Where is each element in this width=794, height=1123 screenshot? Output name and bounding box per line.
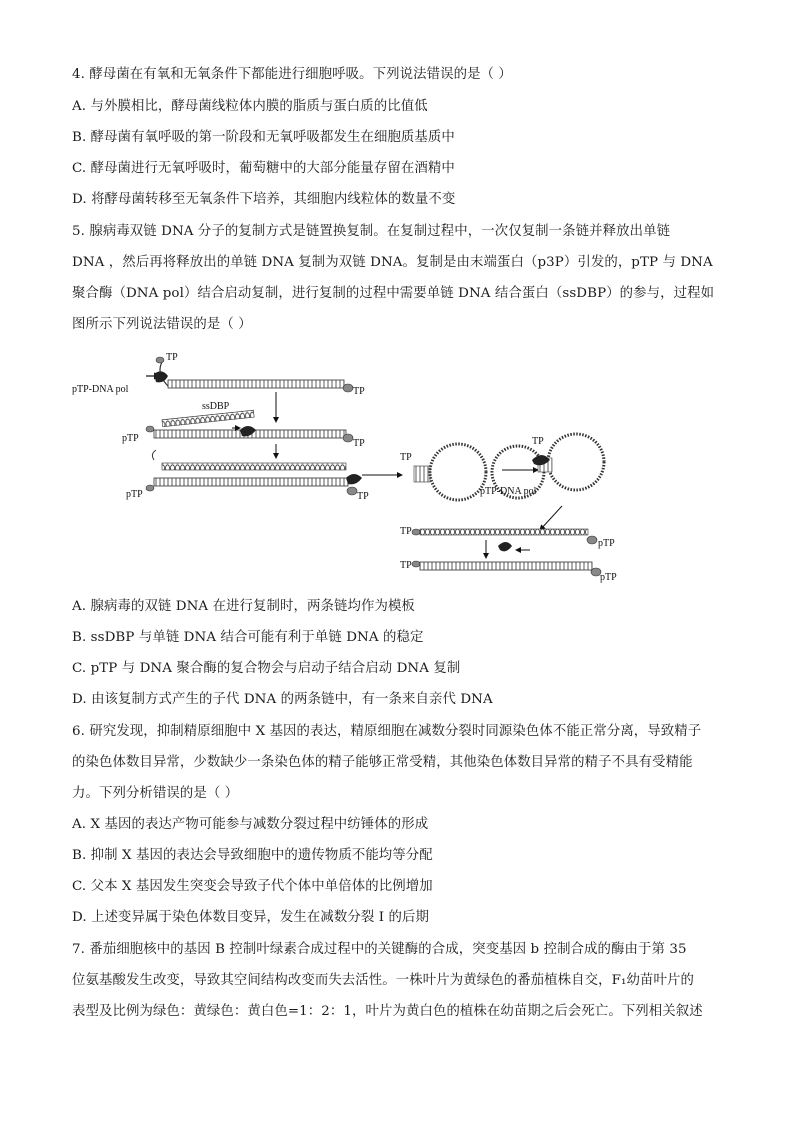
label-tp-right-2: TP (353, 438, 365, 449)
label-tp-right-3: TP (357, 491, 369, 502)
q5-stem-line-4: 图所示下列说法错误的是（ ） (72, 317, 252, 332)
q4-option-d: D. 将酵母菌转移至无氧条件下培养，其细胞内线粒体的数量不变 (72, 192, 456, 207)
q5-option-d: D. 由该复制方式产生的子代 DNA 的两条链中，有一条来自亲代 DNA (72, 692, 493, 707)
label-tp-bottom-1: TP (400, 526, 412, 537)
q7-stem-line-3: 表型及比例为绿色：黄绿色：黄白色=1：2：1，叶片为黄白色的植株在幼苗期之后会死亡。下列相关叙述 (72, 1004, 703, 1019)
label-ptp-bottom-1: pTP (598, 538, 615, 549)
q5-stem-line-2: DNA ，然后再将释放出的单链 DNA 复制为双链 DNA。复制是由末端蛋白（p3P）引发的，pTP 与 DNA (72, 255, 713, 270)
label-tp-top: TP (166, 352, 178, 363)
q6-stem-line-3: 力。下列分析错误的是（ ） (72, 786, 239, 801)
label-ptp-bottom-2: pTP (600, 572, 617, 583)
q4-stem: 4. 酵母菌在有氧和无氧条件下都能进行细胞呼吸。下列说法错误的是（ ） (72, 67, 512, 82)
q5-stem-line-1: 5. 腺病毒双链 DNA 分子的复制方式是链置换复制。在复制过程中，一次仅复制一条链并释放出单链 (72, 224, 671, 239)
label-tp-bottom-2: TP (400, 560, 412, 571)
q6-option-a: A. X 基因的表达产物可能参与减数分裂过程中纺锤体的形成 (72, 817, 429, 832)
row3-dsdna (154, 478, 348, 486)
q5-option-c: C. pTP 与 DNA 聚合酶的复合物会与启动子结合启动 DNA 复制 (72, 661, 461, 676)
q7-stem-line-1: 7. 番茄细胞核中的基因 B 控制叶绿素合成过程中的关键酶的合成，突变基因 b 控制合成的酶由于第 35 (72, 942, 687, 957)
label-ptp-row-2: pTP (122, 433, 139, 444)
label-tp-circle-2: TP (532, 436, 544, 447)
q6-option-c: C. 父本 X 基因发生突变会导致子代个体中单倍体的比例增加 (72, 879, 433, 894)
label-ptp-row-3: pTP (126, 489, 143, 500)
label-ptp-dna-pol-circle: pTP-DNA pol (480, 486, 537, 497)
label-tp-circle: TP (400, 452, 412, 463)
q4-option-a: A. 与外膜相比，酵母菌线粒体内膜的脂质与蛋白质的比值低 (72, 99, 428, 114)
q6-stem-line-1: 6. 研究发现，抑制精原细胞中 X 基因的表达，精原细胞在减数分裂时同源染色体不能正常分离，导致精子 (72, 724, 702, 739)
q5-option-a: A. 腺病毒的双链 DNA 在进行复制时，两条链均作为模板 (72, 599, 415, 614)
q7-stem-line-2: 位氨基酸发生改变，导致其空间结构改变而失去活性。一株叶片为黄绿色的番茄植株自交，F₁幼苗叶片的 (72, 973, 694, 988)
q5-option-b: B. ssDBP 与单链 DNA 结合可能有利于单链 DNA 的稳定 (72, 630, 424, 645)
q6-option-d: D. 上述变异属于染色体数目变异，发生在减数分裂 I 的后期 (72, 910, 429, 925)
label-tp-right-1: TP (353, 386, 365, 397)
q4-option-b: B. 酵母菌有氧呼吸的第一阶段和无氧呼吸都发生在细胞质基质中 (72, 130, 455, 145)
row1-dsdna (168, 380, 344, 388)
label-ptp-dna-pol-left: pTP-DNA pol (72, 384, 129, 395)
q4-option-c: C. 酵母菌进行无氧呼吸时，葡萄糖中的大部分能量存留在酒精中 (72, 161, 455, 176)
label-ssdbp: ssDBP (202, 401, 230, 412)
dna-replication-figure (70, 344, 670, 589)
q6-stem-line-2: 的染色体数目异常，少数缺少一条染色体的精子能够正常受精，其他染色体数目异常的精子不具有受精能 (72, 755, 693, 770)
q6-option-b: B. 抑制 X 基因的表达会导致细胞中的遗传物质不能均等分配 (72, 848, 433, 863)
q5-stem-line-3: 聚合酶（DNA pol）结合启动复制，进行复制的过程中需要单链 DNA 结合蛋白（ssDBP）的参与，过程如 (72, 286, 715, 301)
